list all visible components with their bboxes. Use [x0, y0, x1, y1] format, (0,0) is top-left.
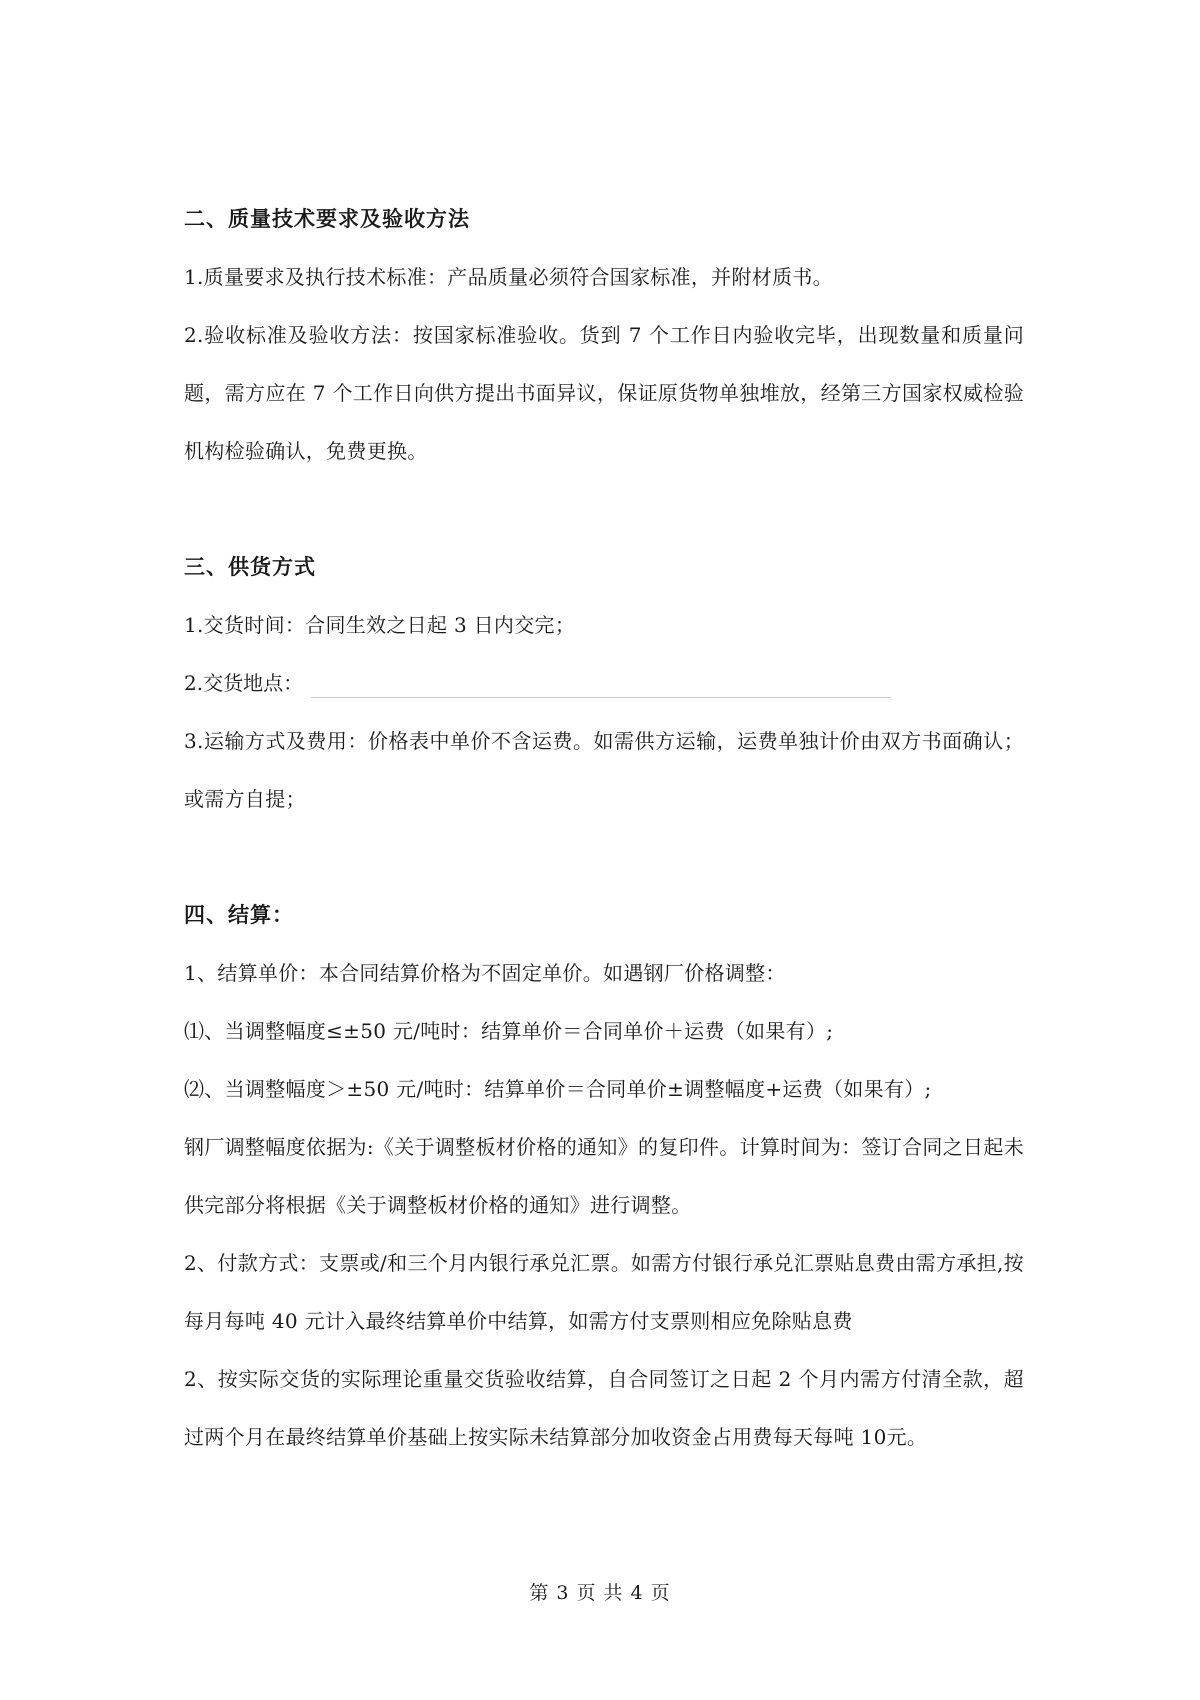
section-spacer — [184, 480, 1024, 538]
adjustment-rule-2: ⑵、当调整幅度＞±50 元/吨时：结算单价＝合同单价±调整幅度+运费（如果有）; — [184, 1077, 932, 1101]
delivery-location-blank — [311, 697, 891, 698]
settlement-price-paragraph: 1、结算单价：本合同结算价格为不固定单价。如遇钢厂价格调整： — [184, 961, 786, 985]
delivery-location-row — [184, 654, 1024, 712]
adjustment-rule-1: ⑴、当调整幅度≤±50 元/吨时：结算单价＝合同单价＋运费（如果有）; — [184, 1019, 834, 1043]
delivery-time-paragraph: 1.交货时间：合同生效之日起 3 日内交完； — [184, 613, 576, 637]
section-heading-quality: 二、质量技术要求及验收方法 — [184, 207, 470, 231]
final-settlement-paragraph: 2、按实际交货的实际理论重量交货验收结算，自合同签订之日起 2 个月内需方付清全款，超过两个月在最终结算单价基础上按实际未结算部分加收资金占用费每天每吨 10元。 — [184, 1367, 1024, 1449]
payment-method-paragraph: 2、付款方式：支票或/和三个月内银行承兑汇票。如需方付银行承兑汇票贴息费由需方承担,按每月每吨 40 元计入最终结算单价中结算，如需方付支票则相应免除贴息费 — [184, 1251, 1024, 1333]
quality-standard-paragraph: 1.质量要求及执行技术标准：产品质量必须符合国家标准，并附材质书。 — [184, 265, 833, 289]
document-body — [184, 190, 1024, 1466]
transport-paragraph: 3.运输方式及费用：价格表中单价不含运费。如需供方运输，运费单独计价由双方书面确认；或需方自提； — [184, 729, 1024, 811]
acceptance-method-paragraph: 2.验收标准及验收方法：按国家标准验收。货到 7 个工作日内验收完毕，出现数量和质量问题，需方应在 7 个工作日向供方提出书面异议，保证原货物单独堆放，经第三方国家权威检验机构检验确认，免费更换。 — [184, 323, 1024, 463]
section-heading-settlement: 四、结算： — [184, 903, 294, 927]
adjustment-basis-paragraph: 钢厂调整幅度依据为:《关于调整板材价格的通知》的复印件。计算时间为：签订合同之日起未供完部分将根据《关于调整板材价格的通知》进行调整。 — [184, 1135, 1024, 1217]
section-heading-supply: 三、供货方式 — [184, 555, 316, 579]
page-number: 第 3 页 共 4 页 — [529, 1582, 671, 1604]
section-spacer — [184, 828, 1024, 886]
delivery-location-label: 2.交货地点： — [184, 671, 304, 695]
